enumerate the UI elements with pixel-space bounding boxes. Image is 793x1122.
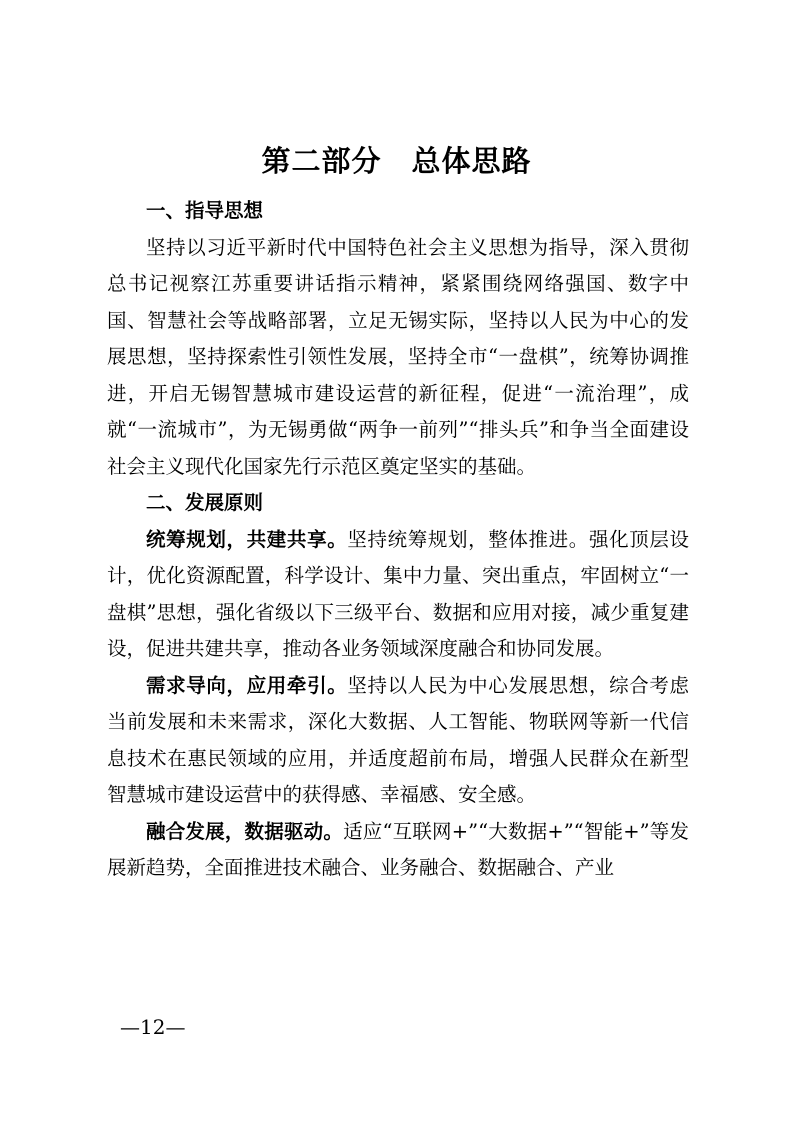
principle-text-demand: 坚持以人民为中心发展思想，综合考虑当前发展和未来需求，深化大数据、人工智能、物联网等新一代信息技术在惠民领域的应用，并适度超前布局，增强人民群众在新型智慧城市建设运营中的获得感、幸福感、安全感。 [107, 673, 689, 806]
principle-text-planning: 坚持统筹规划，整体推进。强化顶层设计，优化资源配置，科学设计、集中力量、突出重点，牢固树立“一盘棋”思想，强化省级以下三级平台、数据和应用对接，减少重复建设，促进共建共享，推动各业务领域深度融合和协同发展。 [107, 527, 689, 660]
principle-lead-integration: 融合发展，数据驱动。 [146, 819, 344, 843]
principle-text-integration: 适应“互联网+”“大数据+”“智能+”等发展新趋势，全面推进技术融合、业务融合、数据融合、产业 [107, 819, 689, 879]
guiding-ideology-paragraph: 坚持以习近平新时代中国特色社会主义思想为指导，深入贯彻总书记视察江苏重要讲话指示精神，紧紧围绕网络强国、数字中国、智慧社会等战略部署，立足无锡实际，坚持以人民为中心的发展思想，坚持探索性引领性发展，坚持全市“一盘棋”，统筹协调推进，开启无锡智慧城市建设运营的新征程，促进“一流治理”，成就“一流城市”，为无锡勇做“两争一前列”“排头兵”和争当全面建设社会主义现代化国家先行示范区奠定坚实的基础。 [107, 235, 689, 478]
principle-paragraph-integration [107, 814, 689, 887]
principle-lead-demand: 需求导向，应用牵引。 [146, 673, 348, 697]
principle-paragraph-planning [107, 522, 689, 668]
principle-lead-planning: 统筹规划，共建共享。 [146, 527, 348, 551]
section-heading-development-principles: 二、发展原则 [146, 491, 264, 514]
page-number: —12— [120, 1015, 186, 1039]
page-title: 第二部分 总体思路 [261, 144, 532, 178]
section-heading-guiding-ideology: 一、指导思想 [146, 199, 264, 222]
document-body [107, 193, 689, 887]
principle-paragraph-demand [107, 668, 689, 814]
